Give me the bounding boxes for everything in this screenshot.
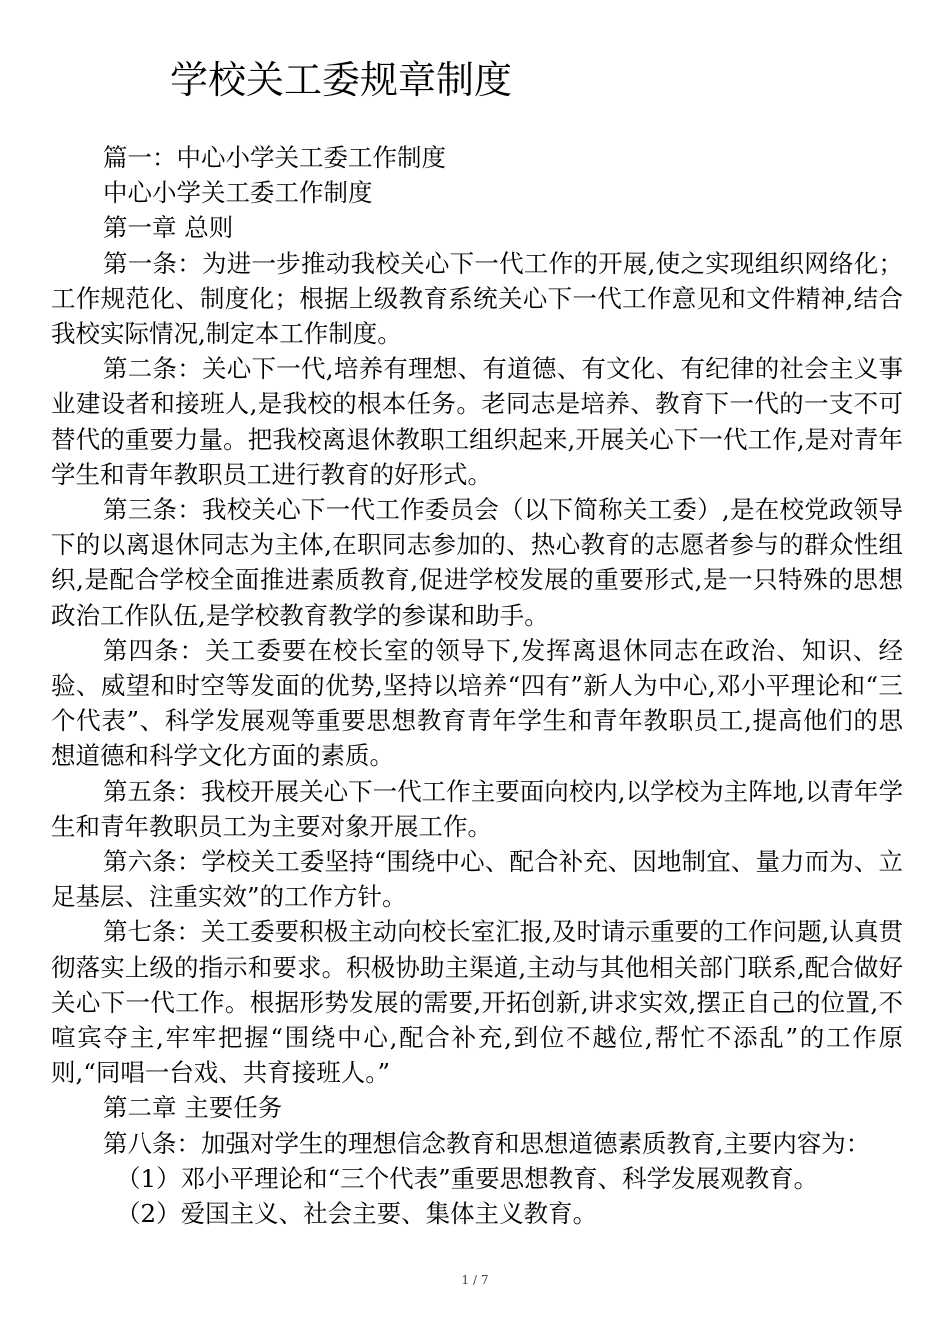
chapter-heading: 第一章 总则	[103, 213, 234, 243]
paragraph: 第一条：为进一步推动我校关心下一代工作的开展,使之实现组织网络化；工作规范化、制度化；根据上级教育系统关心下一代工作意见和文件精神,结合我校实际情况,制定本工作制度。	[51, 248, 903, 349]
paragraph: 第四条：关工委要在校长室的领导下,发挥离退休同志在政治、知识、经验、威望和时空等发面的优势,坚持以培养“四有”新人为中心,邓小平理论和“三个代表”、科学发展观等重要思想教育青年学生和青年教职员工,提高他们的思想道德和科学文化方面的素质。	[51, 635, 903, 771]
list-item: （2）爱国主义、社会主要、集体主义教育。	[116, 1199, 598, 1229]
paragraph: 第六条：学校关工委坚持“围绕中心、配合补充、因地制宜、量力而为、立足基层、注重实效”的工作方针。	[51, 847, 903, 912]
paragraph: 第五条：我校开展关心下一代工作主要面向校内,以学校为主阵地,以青年学生和青年教职员工为主要对象开展工作。	[51, 776, 903, 841]
document-body	[51, 140, 903, 1231]
paragraph: 中心小学关工委工作制度	[103, 178, 373, 208]
paragraph: 第八条：加强对学生的理想信念教育和思想道德素质教育,主要内容为：	[103, 1128, 871, 1158]
chapter-heading: 第二章 主要任务	[103, 1093, 283, 1123]
paragraph: 第七条：关工委要积极主动向校长室汇报,及时请示重要的工作问题,认真贯彻落实上级的指示和要求。积极协助主渠道,主动与其他相关部门联系,配合做好关心下一代工作。根据形势发展的需要,开拓创新,讲求实效,摆正自己的位置,不喧宾夺主,牢牢把握“围绕中心,配合补充,到位不越位,帮忙不添乱”的工作原则,“同唱一台戏、共育接班人。”	[51, 917, 903, 1088]
paragraph: 第三条：我校关心下一代工作委员会（以下简称关工委）,是在校党政领导下的以离退休同志为主体,在职同志参加的、热心教育的志愿者参与的群众性组织,是配合学校全面推进素质教育,促进学校发展的重要形式,是一只特殊的思想政治工作队伍,是学校教育教学的参谋和助手。	[51, 495, 903, 630]
paragraph: 篇一：中心小学关工委工作制度	[103, 143, 446, 172]
document-title: 学校关工委规章制度	[170, 58, 513, 102]
paragraph: 第二条：关心下一代,培养有理想、有道德、有文化、有纪律的社会主义事业建设者和接班人,是我校的根本任务。老同志是培养、教育下一代的一支不可替代的重要力量。把我校离退休教职工组织起来,开展关心下一代工作,是对青年学生和青年教职员工进行教育的好形式。	[51, 354, 903, 489]
page-indicator: 1 / 7	[461, 1273, 489, 1287]
list-item: （1）邓小平理论和“三个代表”重要思想教育、科学发展观教育。	[116, 1163, 819, 1193]
